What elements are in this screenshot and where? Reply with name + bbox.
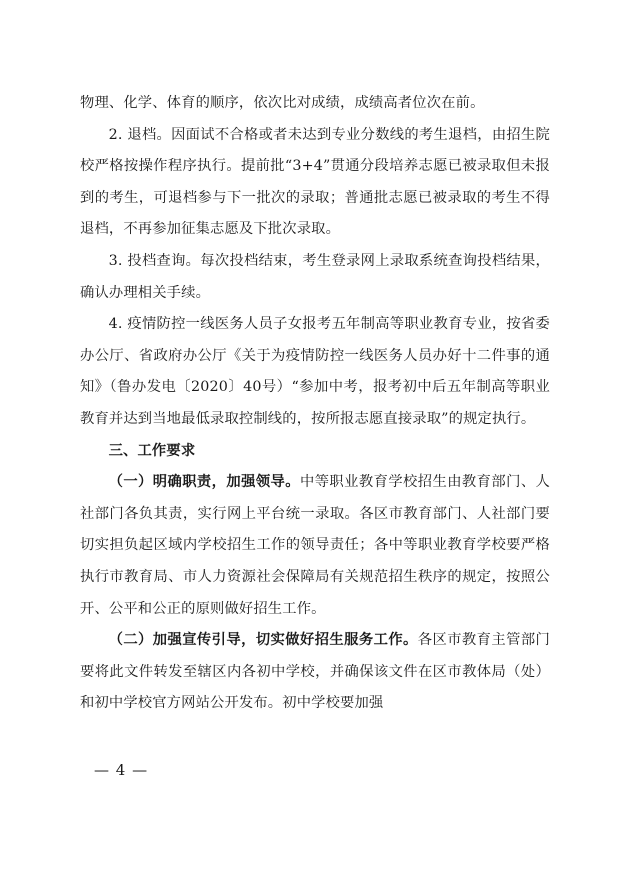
paragraph-continuation: 物理、化学、体育的顺序，依次比对成绩，成绩高者位次在前。 bbox=[80, 95, 485, 111]
paragraph-withdrawal: 2. 退档。因面试不合格或者未达到专业分数线的考生退档，由招生院校严格按操作程序执行。提前批“3+4”贯通分段培养志愿已被录取但未报到的考生，可退档参与下一批次的录取；普通批志愿已被录取的考生不得退档，不再参加征集志愿及下批次录取。 bbox=[80, 126, 550, 238]
section-heading: 三、工作要求 bbox=[108, 442, 196, 459]
paragraph-epidemic-policy: 4. 疫情防控一线医务人员子女报考五年制高等职业教育专业，按省委办公厅、省政府办公厅《关于为疫情防控一线医务人员办好十二件事的通知》（鲁办发电〔2020〕40号）“参加中考，报考初中后五年制高等职业教育并达到当地最低录取控制线的，按所报志愿直接录取”的规定执行。 bbox=[80, 316, 550, 427]
paragraph-body: 中等职业教育学校招生由教育部门、人社部门各负其责，实行网上平台统一录取。各区市教育部门、人社部门要切实担负起区域内学校招生工作的领导责任；各中等职业教育学校要严格执行市教育局、市人力资源社会保障局有关规范招生秩序的规定，按照公开、公平和公正的原则做好招生工作。 bbox=[80, 474, 550, 617]
page-number: — 4 — bbox=[94, 761, 149, 779]
paragraph-query: 3. 投档查询。每次投档结束，考生登录网上录取系统查询投档结果，确认办理相关手续。 bbox=[80, 252, 550, 301]
paragraph-publicity bbox=[80, 625, 550, 720]
paragraph-body: 各区市教育主管部门要将此文件转发至辖区内各初中学校，并确保该文件在区市教体局（处）和初中学校官方网站公开发布。初中学校要加强 bbox=[80, 632, 550, 712]
paragraph-lead: （二）加强宣传引导，切实做好招生服务工作。 bbox=[108, 632, 418, 649]
document-body bbox=[80, 88, 550, 720]
paragraph-responsibility bbox=[80, 467, 550, 625]
paragraph-lead: （一）明确职责，加强领导。 bbox=[108, 474, 300, 491]
